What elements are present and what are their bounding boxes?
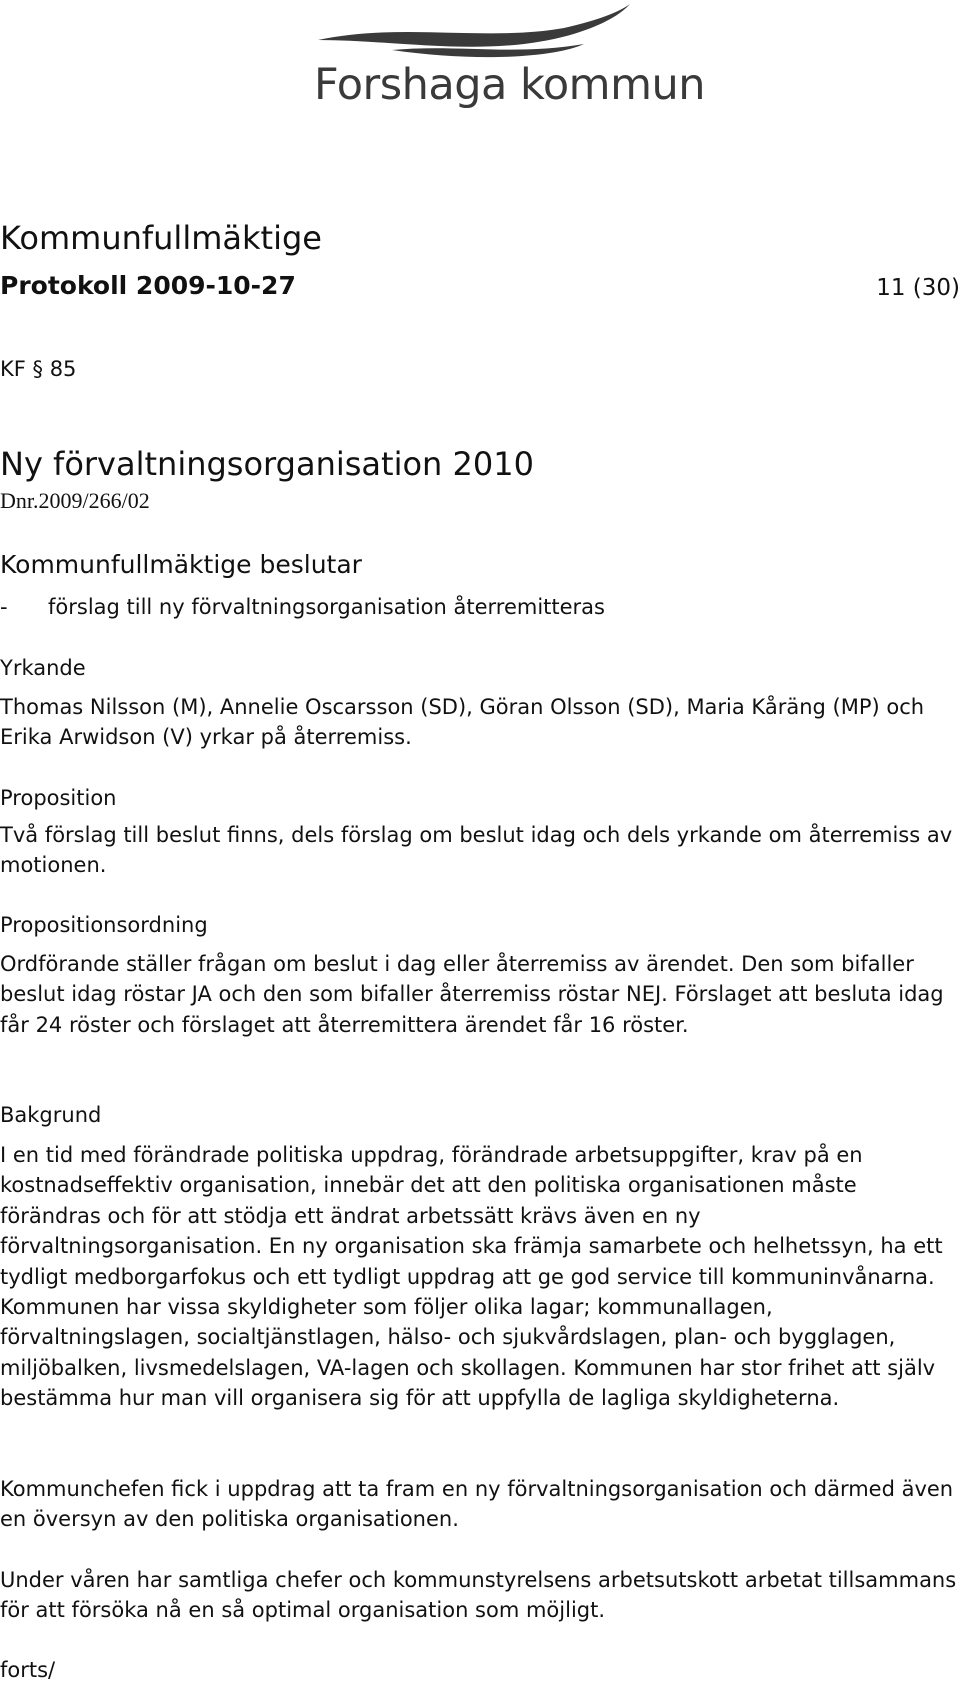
decision-item-text: förslag till ny förvaltningsorganisation återremitteras bbox=[48, 595, 605, 619]
proposition-order-text: Ordförande ställer frågan om beslut i dag eller återremiss av ärendet. Den som bifaller beslut idag röstar JA och den som bifaller återremiss röstar NEJ. Förslaget att besluta idag får 24 röster och förslaget att återremittera ärendet får 16 röster. bbox=[0, 952, 944, 1037]
motion-text: Thomas Nilsson (M), Annelie Oscarsson (SD), Göran Olsson (SD), Maria Kåräng (MP) och Erika Arwidson (V) yrkar på återremiss. bbox=[0, 695, 925, 750]
proposition-order-heading: Propositionsordning bbox=[0, 913, 208, 937]
motion-heading: Yrkande bbox=[0, 656, 86, 680]
decision-heading: Kommunfullmäktige beslutar bbox=[0, 550, 362, 579]
page-number: 11 (30) bbox=[876, 275, 960, 301]
proposition-text: Två förslag till beslut finns, dels förslag om beslut idag och dels yrkande om återremiss av motionen. bbox=[0, 823, 953, 878]
protocol-date: Protokoll 2009-10-27 bbox=[0, 271, 296, 300]
continued-marker: forts/ bbox=[0, 1658, 56, 1682]
decision-item bbox=[0, 593, 605, 621]
paragraph-reference: KF § 85 bbox=[0, 357, 77, 381]
logo-wordmark: Forshaga kommun bbox=[314, 60, 705, 110]
background-paragraph-1: I en tid med förändrade politiska uppdrag, förändrade arbetsuppgifter, krav på en kostnadseffektiv organisation, innebär det att den politiska organisationen måste förändras och för att stödja ett ändrat arbetssätt krävs även en ny förvaltningsorganisation. En ny organisation ska främja samarbete och helhetssyn, ha ett tydligt medborgarfokus och ett tydligt uppdrag att ge god service till kommuninvånarna. Kommunen har vissa skyldigheter som följer olika lagar; kommunallagen, förvaltningslagen, socialtjänstlagen, hälso- och sjukvårdslagen, plan- och bygglagen, miljöbalken, livsmedelslagen, VA-lagen och skollagen. Kommunen har stor frihet att själv bestämma hur man vill organisera sig för att uppfylla de lagliga skyldigheterna. bbox=[0, 1143, 943, 1411]
background-paragraph-3: Under våren har samtliga chefer och kommunstyrelsens arbetsutskott arbetat tillsammans för att försöka nå en så optimal organisation som möjligt. bbox=[0, 1568, 957, 1623]
case-number: Dnr.2009/266/02 bbox=[0, 488, 150, 513]
swoosh-icon bbox=[314, 0, 654, 64]
background-heading: Bakgrund bbox=[0, 1103, 102, 1127]
matter-title: Ny förvaltningsorganisation 2010 bbox=[0, 445, 534, 483]
list-dash: - bbox=[0, 595, 8, 619]
municipality-logo bbox=[314, 0, 705, 118]
proposition-heading: Proposition bbox=[0, 786, 117, 810]
background-paragraph-2: Kommunchefen fick i uppdrag att ta fram en ny förvaltningsorganisation och därmed även en översyn av den politiska organisationen. bbox=[0, 1477, 954, 1532]
organization-title: Kommunfullmäktige bbox=[0, 219, 322, 257]
